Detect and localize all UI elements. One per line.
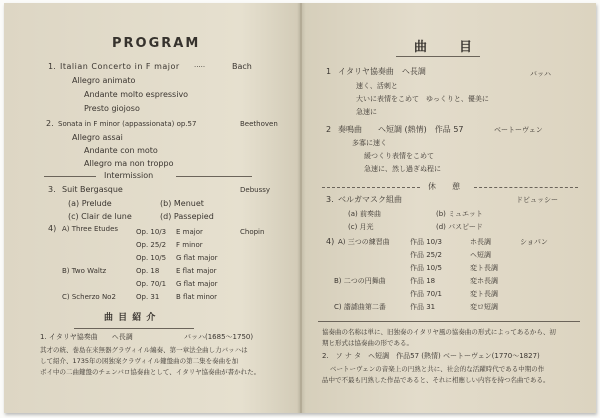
- jp-item3-part-a: (a) 前奏曲: [348, 210, 381, 218]
- item4-composer: Chopin: [240, 228, 265, 236]
- item4-row-label: C) Scherzo No2: [62, 293, 116, 301]
- item1-dots: ·····: [194, 63, 206, 71]
- jp-item4-row-label: B) 二つの円舞曲: [334, 277, 386, 285]
- item4-number: 4): [48, 224, 57, 233]
- right-page: [304, 3, 596, 413]
- intermission-rule-left: [322, 187, 420, 188]
- item4-row-opus: Op. 70/1: [136, 280, 167, 288]
- note-heading-composer: バッハ(1685～1750): [184, 333, 254, 341]
- item2-movement: Andante con moto: [84, 146, 158, 155]
- item3-part-c: (c) Clair de lune: [68, 212, 132, 221]
- jp-item3-composer: ドビュッシー: [516, 196, 558, 204]
- notes-title-rule: [74, 328, 194, 329]
- item4-etudes: A) Three Etudes: [62, 225, 119, 233]
- jp-item2-composer: ベートーヴェン: [494, 126, 543, 134]
- item1-composer: Bach: [232, 62, 252, 71]
- item4-row-opus: Op. 31: [136, 293, 160, 301]
- item4-row-opus: Op. 10/5: [136, 254, 167, 262]
- program-sheet: [4, 3, 596, 413]
- jp-item4-row-key: 変ト長調: [470, 290, 498, 298]
- item3-part-d: (d) Passepied: [160, 212, 214, 221]
- item1-number: 1.: [48, 62, 56, 71]
- jp-item3-part-b: (b) ミュエット: [436, 210, 483, 218]
- item2-number: 2.: [46, 119, 54, 128]
- intermission-rule-right: [176, 176, 252, 177]
- jp-item3-part-d: (d) パスピード: [436, 223, 483, 231]
- notes-title: 曲 目 紹 介: [104, 313, 157, 323]
- jp-item2-movement: 急速に、然し過ぎぬ程に: [364, 165, 441, 173]
- jp-item3-title: ベルガマスク組曲: [338, 195, 402, 204]
- note-line: 其才の統、巻島在来無器グラヴィイル編奏、第一章法全曲し力バッハは: [40, 346, 248, 354]
- jp-item2-title: 奏鳴曲 ヘ短調 (熱情) 作品 57: [338, 125, 464, 134]
- jp-note2-heading: 2. ソ ナ タ ヘ短調 作品57 (熱情) ベートーヴェン(1770～1827): [322, 352, 540, 360]
- item4-row-key: F minor: [176, 241, 203, 249]
- jp-item2-movement: 多寡に速く: [352, 139, 387, 147]
- jp-intermission-label: 休 憩: [428, 182, 460, 191]
- note-heading: 1. イタリヤ協奏曲 ヘ長調: [40, 333, 133, 341]
- jp-item4-number: 4): [326, 237, 335, 246]
- item4-row-opus: Op. 25/2: [136, 241, 167, 249]
- intermission-rule-right: [474, 187, 578, 188]
- center-fold: [300, 3, 302, 413]
- item1-movement: Allegro animato: [72, 76, 136, 85]
- jp-note2-line: ベートーヴェンの音楽上の円熟と共に、社会的な活躍時代である中期の作: [330, 365, 545, 373]
- item2-movement: Allegro ma non troppo: [84, 159, 174, 168]
- jp-note-line: 期ヒ形式は協奏曲の形である。: [322, 339, 413, 347]
- jp-item1-movement: 速く、活刺と: [356, 82, 398, 90]
- title-rule: [396, 56, 480, 57]
- jp-item4-row-key: ホ長調: [470, 238, 491, 246]
- item2-composer: Beethoven: [240, 120, 278, 128]
- jp-item3-part-c: (c) 月光: [348, 223, 374, 231]
- item4-row-opus: Op. 10/3: [136, 228, 167, 236]
- item4-row-key: E major: [176, 228, 203, 236]
- intermission-label: Intermission: [104, 171, 154, 180]
- jp-item1-composer: バッハ: [530, 70, 551, 78]
- jp-item4-etudes: A) 三つの練習曲: [338, 238, 390, 246]
- item4-row-key: E flat major: [176, 267, 217, 275]
- jp-item4-row-opus: 作品 70/1: [410, 290, 442, 298]
- jp-item2-number: 2: [326, 125, 332, 134]
- item4-row-key: G flat major: [176, 254, 218, 262]
- notes-rule: [318, 321, 580, 322]
- jp-note-line: 協奏曲の名称は単に、旧独奏のイタリヤ風の協奏曲の形式によってあるから、初: [322, 328, 556, 336]
- jp-item3-number: 3.: [326, 195, 334, 204]
- jp-item4-row-opus: 作品 18: [410, 277, 436, 285]
- item3-composer: Debussy: [240, 186, 271, 194]
- jp-item4-row-opus: 作品 31: [410, 303, 436, 311]
- item3-part-b: (b) Menuet: [160, 199, 204, 208]
- item3-number: 3.: [48, 185, 56, 194]
- jp-item1-movement: 大いに表情をこめて ゆっくりと、優美に: [356, 95, 489, 103]
- jp-item4-row-key: 変ト長調: [470, 264, 498, 272]
- jp-item1-title: イタリヤ協奏曲 ヘ長調: [338, 67, 426, 76]
- item1-movement: Andante molto espressivo: [84, 90, 189, 99]
- jp-note2-line: 品中で不最も円熟した作品であると、それに相應しい内容を持つ名曲である。: [322, 376, 550, 384]
- jp-item1-number: 1: [326, 67, 332, 76]
- jp-item4-row-key: 変ロ短調: [470, 303, 498, 311]
- item4-row-label: B) Two Waltz: [62, 267, 107, 275]
- jp-item1-movement: 急速に: [356, 108, 377, 116]
- item2-title: Sonata in F minor (appassionata) op.57: [58, 120, 197, 128]
- jp-item4-row-opus: 作品 25/2: [410, 251, 442, 259]
- intermission-rule-left: [44, 176, 96, 177]
- jp-item4-row-key: ヘ短調: [470, 251, 491, 259]
- item1-movement: Presto giojoso: [84, 104, 140, 113]
- jp-item4-composer: ショパン: [520, 238, 548, 246]
- item3-part-a: (a) Prelude: [68, 199, 112, 208]
- jp-item4-row-label: C) 諧謔曲第二番: [334, 303, 386, 311]
- jp-item2-movement: 緩つくり表情をこめて: [364, 152, 434, 160]
- item4-row-key: G flat major: [176, 280, 218, 288]
- program-title-jp: 曲 目: [414, 40, 475, 55]
- note-line: して紹介、1735年の困独案クラヴィイル鍵盤曲の第二集を奏曲を加: [40, 357, 239, 365]
- left-page: [4, 3, 298, 413]
- item1-title: Italian Concerto in F major: [60, 62, 180, 71]
- jp-item4-row-opus: 作品 10/3: [410, 238, 442, 246]
- jp-item4-row-key: 変ホ長調: [470, 277, 498, 285]
- item3-title: Suit Bergasque: [62, 185, 123, 194]
- item2-movement: Allegro assai: [72, 133, 123, 142]
- program-title: PROGRAM: [112, 36, 201, 51]
- item4-row-opus: Op. 18: [136, 267, 160, 275]
- jp-item4-row-opus: 作品 10/5: [410, 264, 442, 272]
- note-line: ボイ中の二曲鍵盤のチェンバロ協奏曲として、イタリヤ協奏曲が書かれた。: [40, 368, 261, 376]
- item4-row-key: B flat minor: [176, 293, 218, 301]
